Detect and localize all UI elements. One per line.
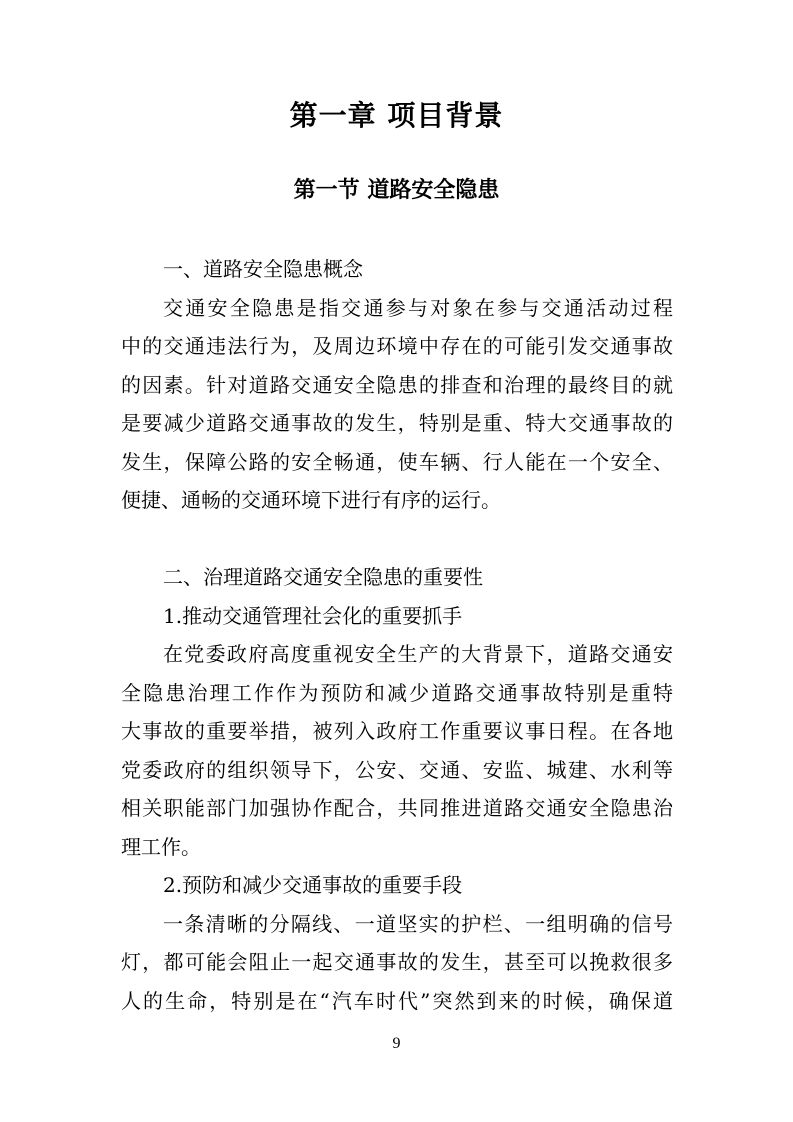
- paragraph-line: 交通安全隐患是指交通参与对象在参与交通活动过程: [163, 295, 673, 320]
- paragraph-line: 是要减少道路交通事故的发生，特别是重、特大交通事故的: [121, 411, 673, 435]
- chapter-title: 第一章 项目背景: [289, 99, 504, 132]
- section-title: 第一节 道路安全隐患: [293, 178, 500, 203]
- paragraph-line: 全隐患治理工作作为预防和减少道路交通事故特别是重特: [121, 680, 673, 705]
- paragraph-line: 人的生命，特别是在“汽车时代”突然到来的时候，确保道: [121, 988, 673, 1013]
- paragraph-line: 中的交通违法行为，及周边环境中存在的可能引发交通事故: [121, 334, 673, 358]
- paragraph-line: 发生，保障公路的安全畅通，使车辆、行人能在一个安全、: [121, 449, 673, 474]
- paragraph-line: 相关职能部门加强协作配合，共同推进道路交通安全隐患治: [121, 796, 673, 820]
- blank-line: [121, 520, 673, 559]
- paragraph-line: 在党委政府高度重视安全生产的大背景下，道路交通安: [163, 642, 673, 666]
- heading-importance: 二、治理道路交通安全隐患的重要性: [163, 565, 483, 589]
- paragraph-line: 便捷、通畅的交通环境下进行有序的运行。: [121, 488, 501, 512]
- paragraph-line: 的因素。针对道路交通安全隐患的排查和治理的最终目的就: [121, 372, 673, 397]
- subheading-prevention: 2.预防和减少交通事故的重要手段: [163, 873, 463, 897]
- page-number: 9: [392, 1035, 401, 1052]
- paragraph-line: 一条清晰的分隔线、一道坚实的护栏、一组明确的信号: [163, 911, 673, 936]
- paragraph-line: 大事故的重要举措，被列入政府工作重要议事日程。在各地: [121, 719, 673, 743]
- body-text: [121, 250, 673, 1020]
- paragraph-line: 理工作。: [121, 834, 201, 859]
- subheading-social: 1.推动交通管理社会化的重要抓手: [163, 603, 463, 628]
- paragraph-line: 党委政府的组织领导下，公安、交通、安监、城建、水利等: [121, 757, 673, 782]
- paragraph-line: 灯，都可能会阻止一起交通事故的发生，甚至可以挽救很多: [121, 950, 673, 974]
- heading-concept: 一、道路安全隐患概念: [163, 257, 363, 281]
